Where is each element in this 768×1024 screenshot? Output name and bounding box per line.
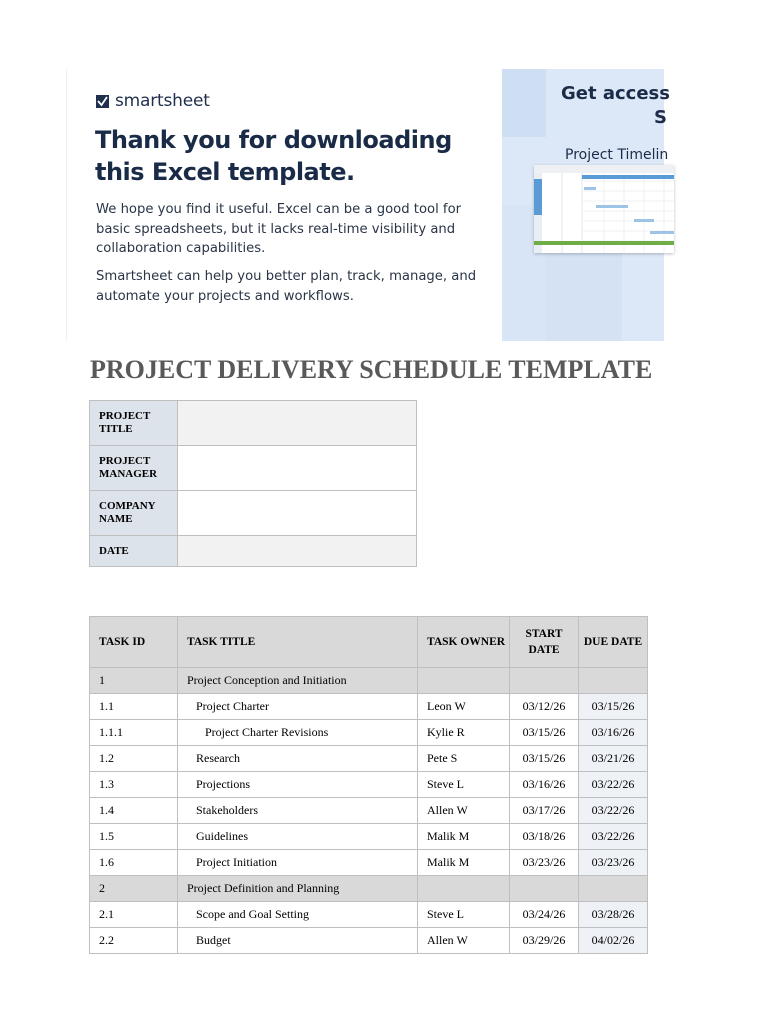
- table-row[interactable]: [90, 928, 648, 954]
- table-row[interactable]: [90, 694, 648, 720]
- cell-start-date[interactable]: 03/12/26: [510, 694, 579, 720]
- task-table-body: [90, 668, 648, 954]
- cell-task-title[interactable]: [178, 798, 418, 824]
- promo-bg-tile: [502, 69, 546, 137]
- cell-due-date[interactable]: 03/16/26: [579, 720, 648, 746]
- cell-task-id[interactable]: 1.3: [90, 772, 178, 798]
- project-title-field[interactable]: [178, 401, 417, 446]
- cell-task-id[interactable]: 1.5: [90, 824, 178, 850]
- table-row-phase[interactable]: [90, 668, 648, 694]
- info-row-project-manager: [90, 446, 417, 491]
- gantt-preview-image: [534, 165, 674, 253]
- table-row[interactable]: [90, 746, 648, 772]
- task-title-text: Research: [196, 751, 240, 765]
- table-header-row: [90, 617, 648, 668]
- cell-due-date[interactable]: 03/22/26: [579, 772, 648, 798]
- info-row-date: [90, 536, 417, 567]
- cell-start-date[interactable]: [510, 668, 579, 694]
- cell-task-title[interactable]: [178, 668, 418, 694]
- info-row-project-title: [90, 401, 417, 446]
- header-due-date: DUE DATE: [579, 617, 648, 668]
- cell-start-date[interactable]: 03/18/26: [510, 824, 579, 850]
- cell-start-date[interactable]: [510, 876, 579, 902]
- project-manager-field[interactable]: [178, 446, 417, 491]
- table-row[interactable]: [90, 850, 648, 876]
- table-row[interactable]: [90, 720, 648, 746]
- cell-due-date[interactable]: 03/22/26: [579, 798, 648, 824]
- task-title-text: Guidelines: [196, 829, 248, 843]
- cell-start-date[interactable]: 03/15/26: [510, 720, 579, 746]
- banner-headline: Thank you for downloading this Excel template.: [95, 126, 452, 186]
- cell-task-owner[interactable]: Kylie R: [418, 720, 510, 746]
- cell-start-date[interactable]: 03/16/26: [510, 772, 579, 798]
- project-info-table: [89, 400, 417, 567]
- promo-headline-line2: S: [654, 107, 667, 128]
- task-title-text: Project Charter: [196, 699, 269, 713]
- table-row[interactable]: [90, 824, 648, 850]
- task-title-text: Projections: [196, 777, 250, 791]
- cell-task-id[interactable]: 1.2: [90, 746, 178, 772]
- promo-headline: Get access: [561, 83, 670, 104]
- cell-start-date[interactable]: 03/23/26: [510, 850, 579, 876]
- cell-task-title[interactable]: [178, 850, 418, 876]
- task-title-text: Project Conception and Initiation: [187, 673, 347, 687]
- cell-task-id[interactable]: 1: [90, 668, 178, 694]
- cell-task-owner[interactable]: Allen W: [418, 928, 510, 954]
- cell-start-date[interactable]: 03/24/26: [510, 902, 579, 928]
- banner-promo-panel[interactable]: [502, 69, 670, 341]
- logo-text: smartsheet: [115, 91, 210, 111]
- task-schedule-table: [89, 616, 648, 954]
- cell-task-title[interactable]: [178, 746, 418, 772]
- header-start-date: START DATE: [510, 617, 579, 668]
- cell-due-date[interactable]: 03/22/26: [579, 824, 648, 850]
- cell-task-id[interactable]: 2.1: [90, 902, 178, 928]
- cell-task-owner[interactable]: [418, 876, 510, 902]
- date-field[interactable]: [178, 536, 417, 567]
- table-row[interactable]: [90, 902, 648, 928]
- table-row[interactable]: [90, 798, 648, 824]
- cell-task-title[interactable]: [178, 772, 418, 798]
- smartsheet-banner[interactable]: [66, 69, 670, 341]
- task-title-text: Budget: [196, 933, 231, 947]
- banner-text-panel: [66, 69, 503, 341]
- info-label: DATE: [90, 536, 178, 567]
- promo-subtitle: Project Timelin: [565, 147, 669, 163]
- cell-task-title[interactable]: [178, 928, 418, 954]
- cell-due-date[interactable]: 04/02/26: [579, 928, 648, 954]
- page-title: PROJECT DELIVERY SCHEDULE TEMPLATE: [90, 355, 653, 384]
- cell-task-id[interactable]: 1.6: [90, 850, 178, 876]
- cell-due-date[interactable]: 03/21/26: [579, 746, 648, 772]
- cell-task-owner[interactable]: Malik M: [418, 850, 510, 876]
- cell-due-date[interactable]: 03/28/26: [579, 902, 648, 928]
- banner-paragraph-2: Smartsheet can help you better plan, track, manage, and automate your projects and workflows.: [96, 269, 477, 304]
- cell-task-title[interactable]: [178, 902, 418, 928]
- cell-task-title[interactable]: [178, 694, 418, 720]
- cell-task-id[interactable]: 2: [90, 876, 178, 902]
- cell-due-date[interactable]: [579, 668, 648, 694]
- cell-start-date[interactable]: 03/15/26: [510, 746, 579, 772]
- cell-task-id[interactable]: 1.1: [90, 694, 178, 720]
- cell-due-date[interactable]: 03/15/26: [579, 694, 648, 720]
- header-task-owner: TASK OWNER: [418, 617, 510, 668]
- cell-due-date[interactable]: [579, 876, 648, 902]
- task-title-text: Stakeholders: [196, 803, 258, 817]
- banner-paragraph-1: We hope you find it useful. Excel can be a good tool for basic spreadsheets, but it lacks real-time visibility and collaboration capabilities.: [96, 202, 462, 256]
- cell-task-title[interactable]: [178, 720, 418, 746]
- company-name-field[interactable]: [178, 491, 417, 536]
- cell-task-id[interactable]: 1.1.1: [90, 720, 178, 746]
- header-task-title: TASK TITLE: [178, 617, 418, 668]
- task-title-text: Project Definition and Planning: [187, 881, 340, 895]
- smartsheet-logo-icon: [96, 95, 109, 108]
- table-row-phase[interactable]: [90, 876, 648, 902]
- table-row[interactable]: [90, 772, 648, 798]
- smartsheet-logo: [96, 91, 210, 111]
- info-label: PROJECT TITLE: [90, 401, 178, 446]
- info-row-company-name: [90, 491, 417, 536]
- cell-task-owner[interactable]: Steve L: [418, 902, 510, 928]
- cell-task-owner[interactable]: Malik M: [418, 824, 510, 850]
- cell-task-owner[interactable]: Leon W: [418, 694, 510, 720]
- info-label: PROJECT MANAGER: [90, 446, 178, 491]
- task-title-text: Project Charter Revisions: [205, 725, 329, 739]
- cell-due-date[interactable]: 03/23/26: [579, 850, 648, 876]
- cell-start-date[interactable]: 03/17/26: [510, 798, 579, 824]
- task-title-text: Project Initiation: [196, 855, 277, 869]
- info-label: COMPANY NAME: [90, 491, 178, 536]
- task-title-text: Scope and Goal Setting: [196, 907, 309, 921]
- cell-task-id[interactable]: 1.4: [90, 798, 178, 824]
- cell-start-date[interactable]: 03/29/26: [510, 928, 579, 954]
- cell-task-owner[interactable]: Steve L: [418, 772, 510, 798]
- cell-task-owner[interactable]: Allen W: [418, 798, 510, 824]
- cell-task-owner[interactable]: Pete S: [418, 746, 510, 772]
- cell-task-id[interactable]: 2.2: [90, 928, 178, 954]
- cell-task-owner[interactable]: [418, 668, 510, 694]
- cell-task-title[interactable]: [178, 824, 418, 850]
- header-task-id: TASK ID: [90, 617, 178, 668]
- cell-task-title[interactable]: [178, 876, 418, 902]
